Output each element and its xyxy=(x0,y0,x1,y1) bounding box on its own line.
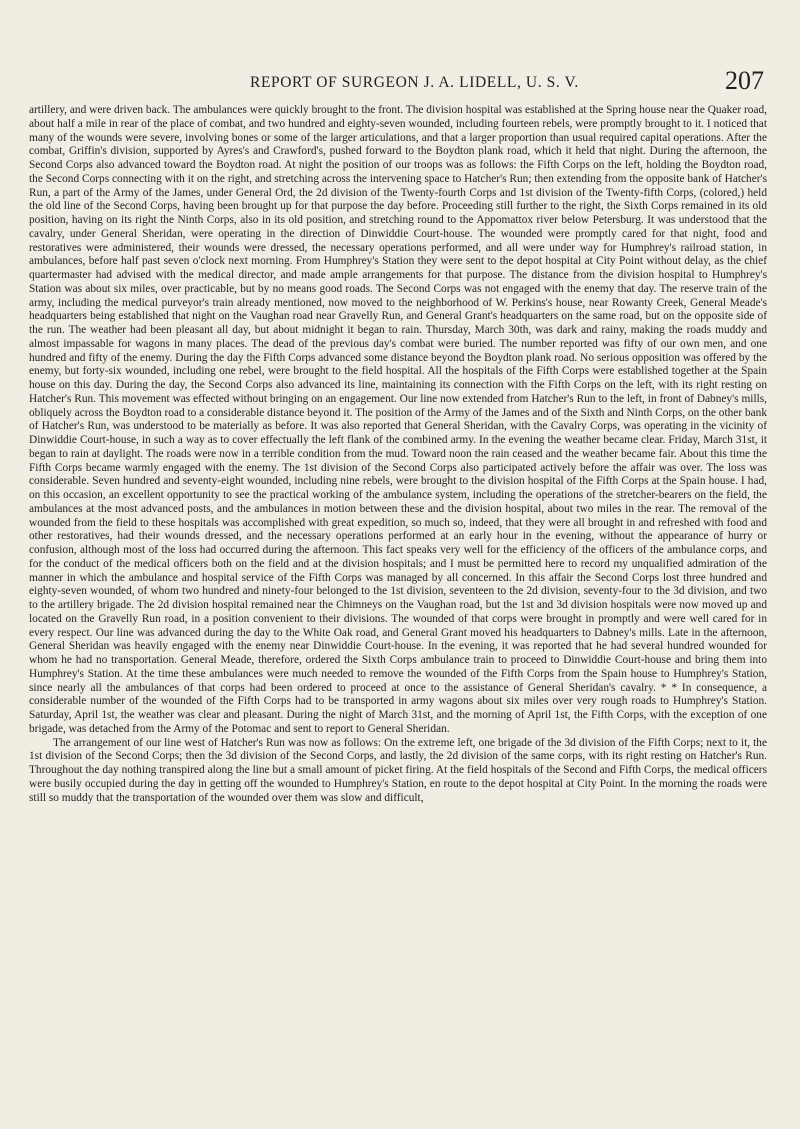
running-head: REPORT OF SURGEON J. A. LIDELL, U. S. V. xyxy=(250,74,579,91)
paragraph: The arrangement of our line west of Hatcher's Run was now as follows: On the extreme left, one brigade of the 3d division of the Fifth Corps; next to it, the 1st division of the Second Corps; then the 3d division of the Second Corps, and lastly, the 2d division of the same corps, with its right resting on Hatcher's Run. Throughout the day nothing transpired along the line but a small amount of picket firing. At the field hospitals of the Second and Fifth Corps, the medical officers were busily occupied during the day in getting off the wounded to Humphrey's Station, en route to the depot hospital at City Point. In the morning the roads were still so muddy that the transportation of the wounded over them was slow and difficult, xyxy=(29,736,767,804)
paragraph: artillery, and were driven back. The ambulances were quickly brought to the front. The division hospital was established at the Spring house near the Quaker road, about half a mile in rear of the place of combat, and two hundred and eighty-seven wounded, including fourteen rebels, were promptly brought to it. I noticed that many of the wounds were severe, involving bones or some of the larger articulations, and that a larger proportion than usual required capital operations. After the combat, Griffin's division, supported by Ayres's and Crawford's, pushed forward to the Boydton plank road, which it held that night. During the afternoon, the Second Corps also advanced toward the Boydton road. At night the position of our troops was as follows: the Fifth Corps on the left, holding the Boydton road, the Second Corps connecting with it on the right, and stretching across the intervening space to Hatcher's Run; then extending from the opposite bank of Hatcher's Run, a part of the Army of the James, under General Ord, the 2d division of the Twenty-fourth Corps and 1st division of the Twenty-fifth Corps, (colored,) held the old line of the Second Corps, having been brought up for that purpose the day before. Proceeding still further to the right, the Sixth Corps remained in its old position, having on its right the Ninth Corps, also in its old position, and stretching round to the Appomattox river below Petersburg. It was understood that the cavalry, under General Sheridan, were operating in the direction of Dinwiddie Court-house. The wounded were promptly cared for that night, food and restoratives were administered, their wounds were dressed, the necessary operations performed, and all were under way for Humphrey's railroad station, in ambulances, before half past seven o'clock next morning. From Humphrey's Station they were sent to the depot hospital at City Point without delay, as the chief quartermaster had advised with the medical director, and made ample arrangements for that purpose. The distance from the division hospital to Humphrey's Station was about six miles, over practicable, but by no means good roads. The Second Corps was not engaged with the enemy that day. The reserve train of the army, including the medical purveyor's train already mentioned, now moved to the neighborhood of W. Perkins's house, near Rowanty Creek, General Meade's headquarters being established that night on the Vaughan road near Gravelly Run, and General Grant's headquarters on the same road, but on the opposite side of the run. The weather had been pleasant all day, but about midnight it began to rain. Thursday, March 30th, was dark and rainy, making the roads muddy and almost impassable for wagons in many places. The dead of the previous day's combat were buried. The number reported was fifty of our own men, and one hundred and fifty of the enemy. During the day the Fifth Corps advanced some distance beyond the Boydton plank road. No serious opposition was offered by the enemy, but forty-six wounded, including one rebel, were brought to the field hospital. All the hospitals of the Fifth Corps were established together at the Spain house on this day. During the day, the Second Corps also advanced its line, maintaining its connection with the Fifth Corps on the left, with its right resting on Hatcher's Run. This movement was effected without bringing on an engagement. Our line now extended from Hatcher's Run to the left, in front of Dabney's mills, obliquely across the Boydton road to a considerable distance beyond it. The position of the Army of the James and of the Sixth and Ninth Corps, on the other bank of Hatcher's Run, was understood to be materially as before. It was also reported that General Sheridan, with the Cavalry Corps, was operating in the vicinity of Dinwiddie Court-house, in such a way as to cover effectually the left flank of the combined army. In the evening the weather became clear. Friday, March 31st, it began to rain at daylight. The roads were now in a terrible condition from the mud. Toward noon the rain ceased and the weather became fair. About this time the Fifth Corps became warmly engaged with the enemy. The 1st division of the Second Corps also participated actively before the affair was over. The loss was considerable. Seven hundred and seventy-eight wounded, including nine rebels, were brought to the division hospital of the Fifth Corps at the Spain house. I had, on this occasion, an excellent opportunity to see the practical working of the ambulance system, including the operations of the stretcher-bearers on the field, the ambulances at the most advanced posts, and the ambulances in motion between these and the division hospital, about two miles in the rear. The removal of the wounded from the field to these hospitals was accomplished with great expedition, so much so, indeed, that they were all brought in and refreshed with food and other restoratives, had their wounds dressed, and the necessary operations performed at an early hour in the evening, without the appearance of hurry or confusion, although most of the loss had occurred during the afternoon. This fact speaks very well for the efficiency of the officers of the ambulance corps, and for the conduct of the medical officers both on the field and at the division hospitals; and I must be permitted here to record my unqualified admiration of the manner in which the ambulance and hospital service of the Fifth Corps was managed by all concerned. In this affair the Second Corps lost three hundred and eighty-seven wounded, of whom two hundred and ninety-four belonged to the 1st division, seventeen to the 2d division, seventy-four to the 3d division, and two to the artillery brigade. The 2d division hospital remained near the Chimneys on the Vaughan road, but the 1st and 3d division hospitals were now moved up and located on the Gravelly Run road, in a position convenient to their divisions. The wounded of that corps were brought in promptly and were well cared for in every respect. Our line was advanced during the day to the White Oak road, and General Grant moved his headquarters to Dabney's mills. Late in the afternoon, General Sheridan was heavily engaged with the enemy near Dinwiddie Court-house. In the evening, it was reported that he had several hundred wounded for whom he had no transportation. General Meade, therefore, ordered the Sixth Corps ambulance train to proceed to Dinwiddie Court-house and bring them into Humphrey's Station. At the time these ambulances were much needed to remove the wounded of the Fifth Corps from the Spain house to Humphrey's Station, since nearly all the ambulances of that corps had been ordered to proceed at once to the assistance of General Sheridan's cavalry. * * In consequence, a considerable number of the wounded of the Fifth Corps had to be transported in army wagons about six miles over very rough roads to Humphrey's Station. Saturday, April 1st, the weather was clear and pleasant. During the night of March 31st, and the morning of April 1st, the Fifth Corps, with the exception of one brigade, was detached from the Army of the Potomac and sent to report to General Sheridan. xyxy=(29,104,767,735)
page-header xyxy=(0,66,800,96)
page-number: 207 xyxy=(725,66,764,95)
body-text xyxy=(29,104,767,805)
